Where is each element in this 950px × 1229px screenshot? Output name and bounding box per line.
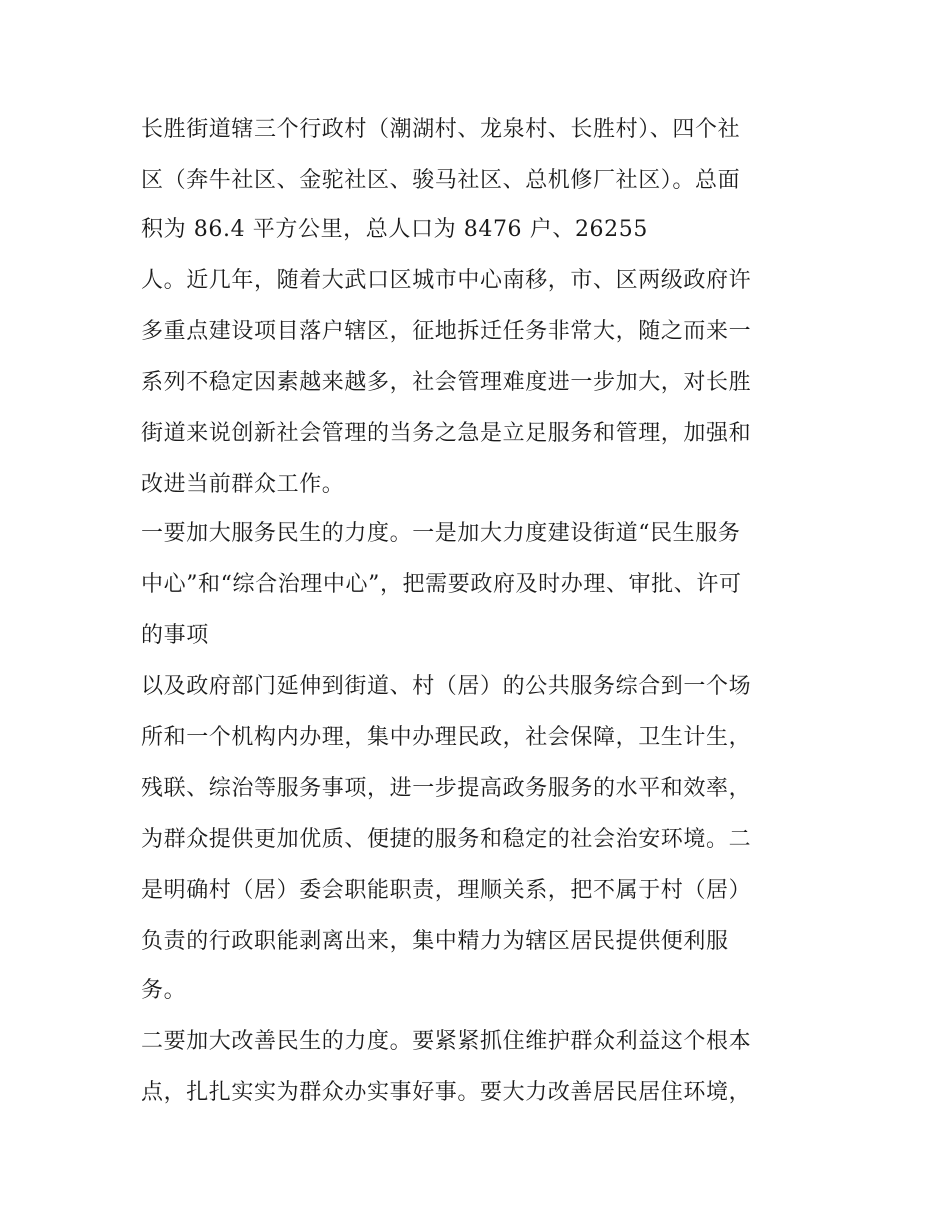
text-line: 所和一个机构内办理，集中办理民政，社会保障，卫生计生， — [141, 725, 752, 750]
text-line: 积为 86.4 平方公里，总人口为 8476 户、26255 — [141, 217, 648, 242]
text-line: 点，扎扎实实为群众办实事好事。要大力改善居民居住环境， — [141, 1080, 752, 1105]
text-line: 改进当前群众工作。 — [141, 472, 345, 497]
text-line: 中心”和“综合治理中心”，把需要政府及时办理、审批、许可 — [141, 572, 742, 597]
text-line: 是明确村（居）委会职能职责，理顺关系，把不属于村（居） — [141, 878, 752, 903]
text-line: 人。近几年，随着大武口区城市中心南移，市、区两级政府许 — [141, 268, 752, 293]
text-line: 为群众提供更加优质、便捷的服务和稳定的社会治安环境。二 — [141, 827, 752, 852]
text-line: 残联、综治等服务事项，进一步提高政务服务的水平和效率， — [141, 776, 752, 801]
text-line: 街道来说创新社会管理的当务之急是立足服务和管理，加强和 — [141, 421, 752, 446]
text-line: 负责的行政职能剥离出来，集中精力为辖区居民提供便利服 — [141, 929, 729, 954]
text-line: 多重点建设项目落户辖区，征地拆迁任务非常大，随之而来一 — [141, 319, 752, 344]
text-line: 长胜街道辖三个行政村（潮湖村、龙泉村、长胜村）、四个社 — [141, 117, 741, 142]
text-line: 务。 — [141, 978, 187, 1003]
text-line: 以及政府部门延伸到街道、村（居）的公共服务综合到一个场 — [141, 674, 752, 699]
text-line: 二要加大改善民生的力度。要紧紧抓住维护群众利益这个根本 — [141, 1029, 752, 1054]
text-line: 系列不稳定因素越来越多，社会管理难度进一步加大，对长胜 — [141, 370, 752, 395]
text-line: 区（奔牛社区、金驼社区、骏马社区、总机修厂社区）。总面 — [141, 168, 741, 193]
text-line: 的事项 — [141, 623, 209, 648]
text-line: 一要加大服务民生的力度。一是加大力度建设街道“民生服务 — [141, 521, 741, 546]
